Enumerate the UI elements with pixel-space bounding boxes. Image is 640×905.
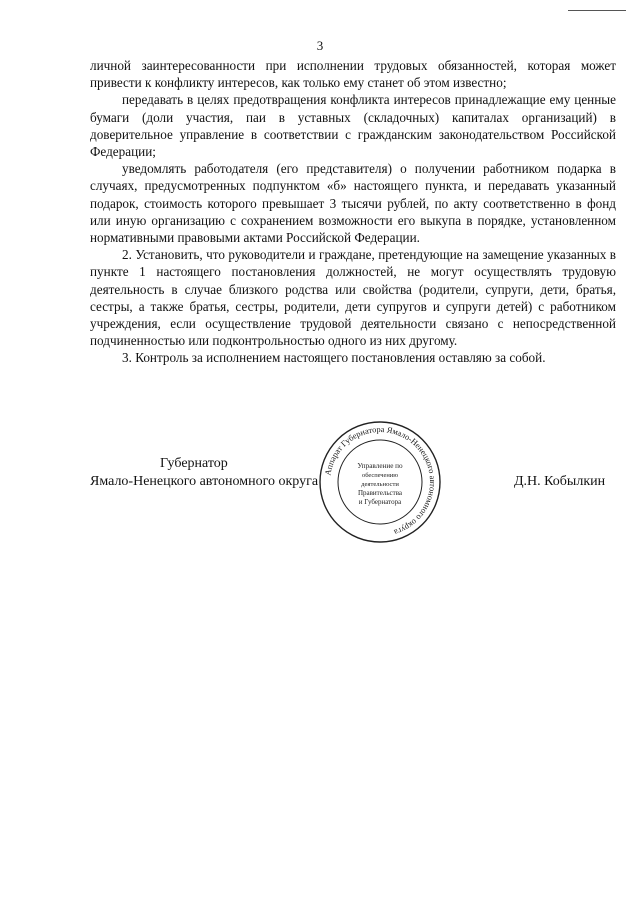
seal-ring-text: Аппарат Губернатора Ямало-Ненецкого автономного округа (323, 424, 438, 537)
paragraph-securities-transfer: передавать в целях предотвращения конфликта интересов принадлежащие ему ценные бумаги (доли участия, паи в уставных (складочных) капиталах организаций) в доверительное управление в соответствии с гражданским законодательством Российской Федерации; (90, 92, 616, 160)
seal-center-line-5: и Губернатора (358, 498, 402, 506)
signature-title-line2: Ямало-Ненецкого автономного округа (90, 474, 319, 489)
seal-center-line-2: обеспечению (362, 472, 398, 479)
seal-center-line-3: деятельности (361, 481, 399, 488)
paragraph-gift-notification: уведомлять работодателя (его представителя) о получении работником подарка в случаях, предусмотренных подпунктом «б» настоящего пункта, и передавать указанный подарок, стоимость которого превышает 3 тысячи рублей, по акту соответственно в фонд или иную организацию с сохранением возможности его выкупа в порядке, установленном нормативными правовыми актами Российской Федерации. (90, 161, 616, 246)
signatory-name: Д.Н. Кобылкин (514, 474, 606, 489)
seal-center-line-1: Управление по (357, 462, 403, 470)
paragraph-item-2: 2. Установить, что руководители и граждане, претендующие на замещение указанных в пункте 1 настоящего постановления должностей, не могут осуществлять трудовую деятельность в случае близкого родства или свойства (родители, супруги, дети, братья, сестры, а также братья, сестры, родители, дети супругов и супруги детей) с работником учреждения, если осуществление трудовой деятельности связано с непосредственной подчиненностью или подконтрольностью одного из них другому. (90, 247, 616, 349)
corner-scan-mark (568, 10, 626, 11)
document-body (90, 57, 616, 367)
page-number: 3 (316, 38, 324, 53)
official-seal (318, 420, 442, 544)
signature-title-line1: Губернатор (160, 456, 228, 471)
seal-center-line-4: Правительства (357, 489, 403, 497)
paragraph-continuation: личной заинтересованности при исполнении трудовых обязанностей, которая может привести к конфликту интересов, как только ему станет об этом известно; (90, 58, 616, 91)
paragraph-item-3: 3. Контроль за исполнением настоящего постановления оставляю за собой. (122, 350, 546, 366)
